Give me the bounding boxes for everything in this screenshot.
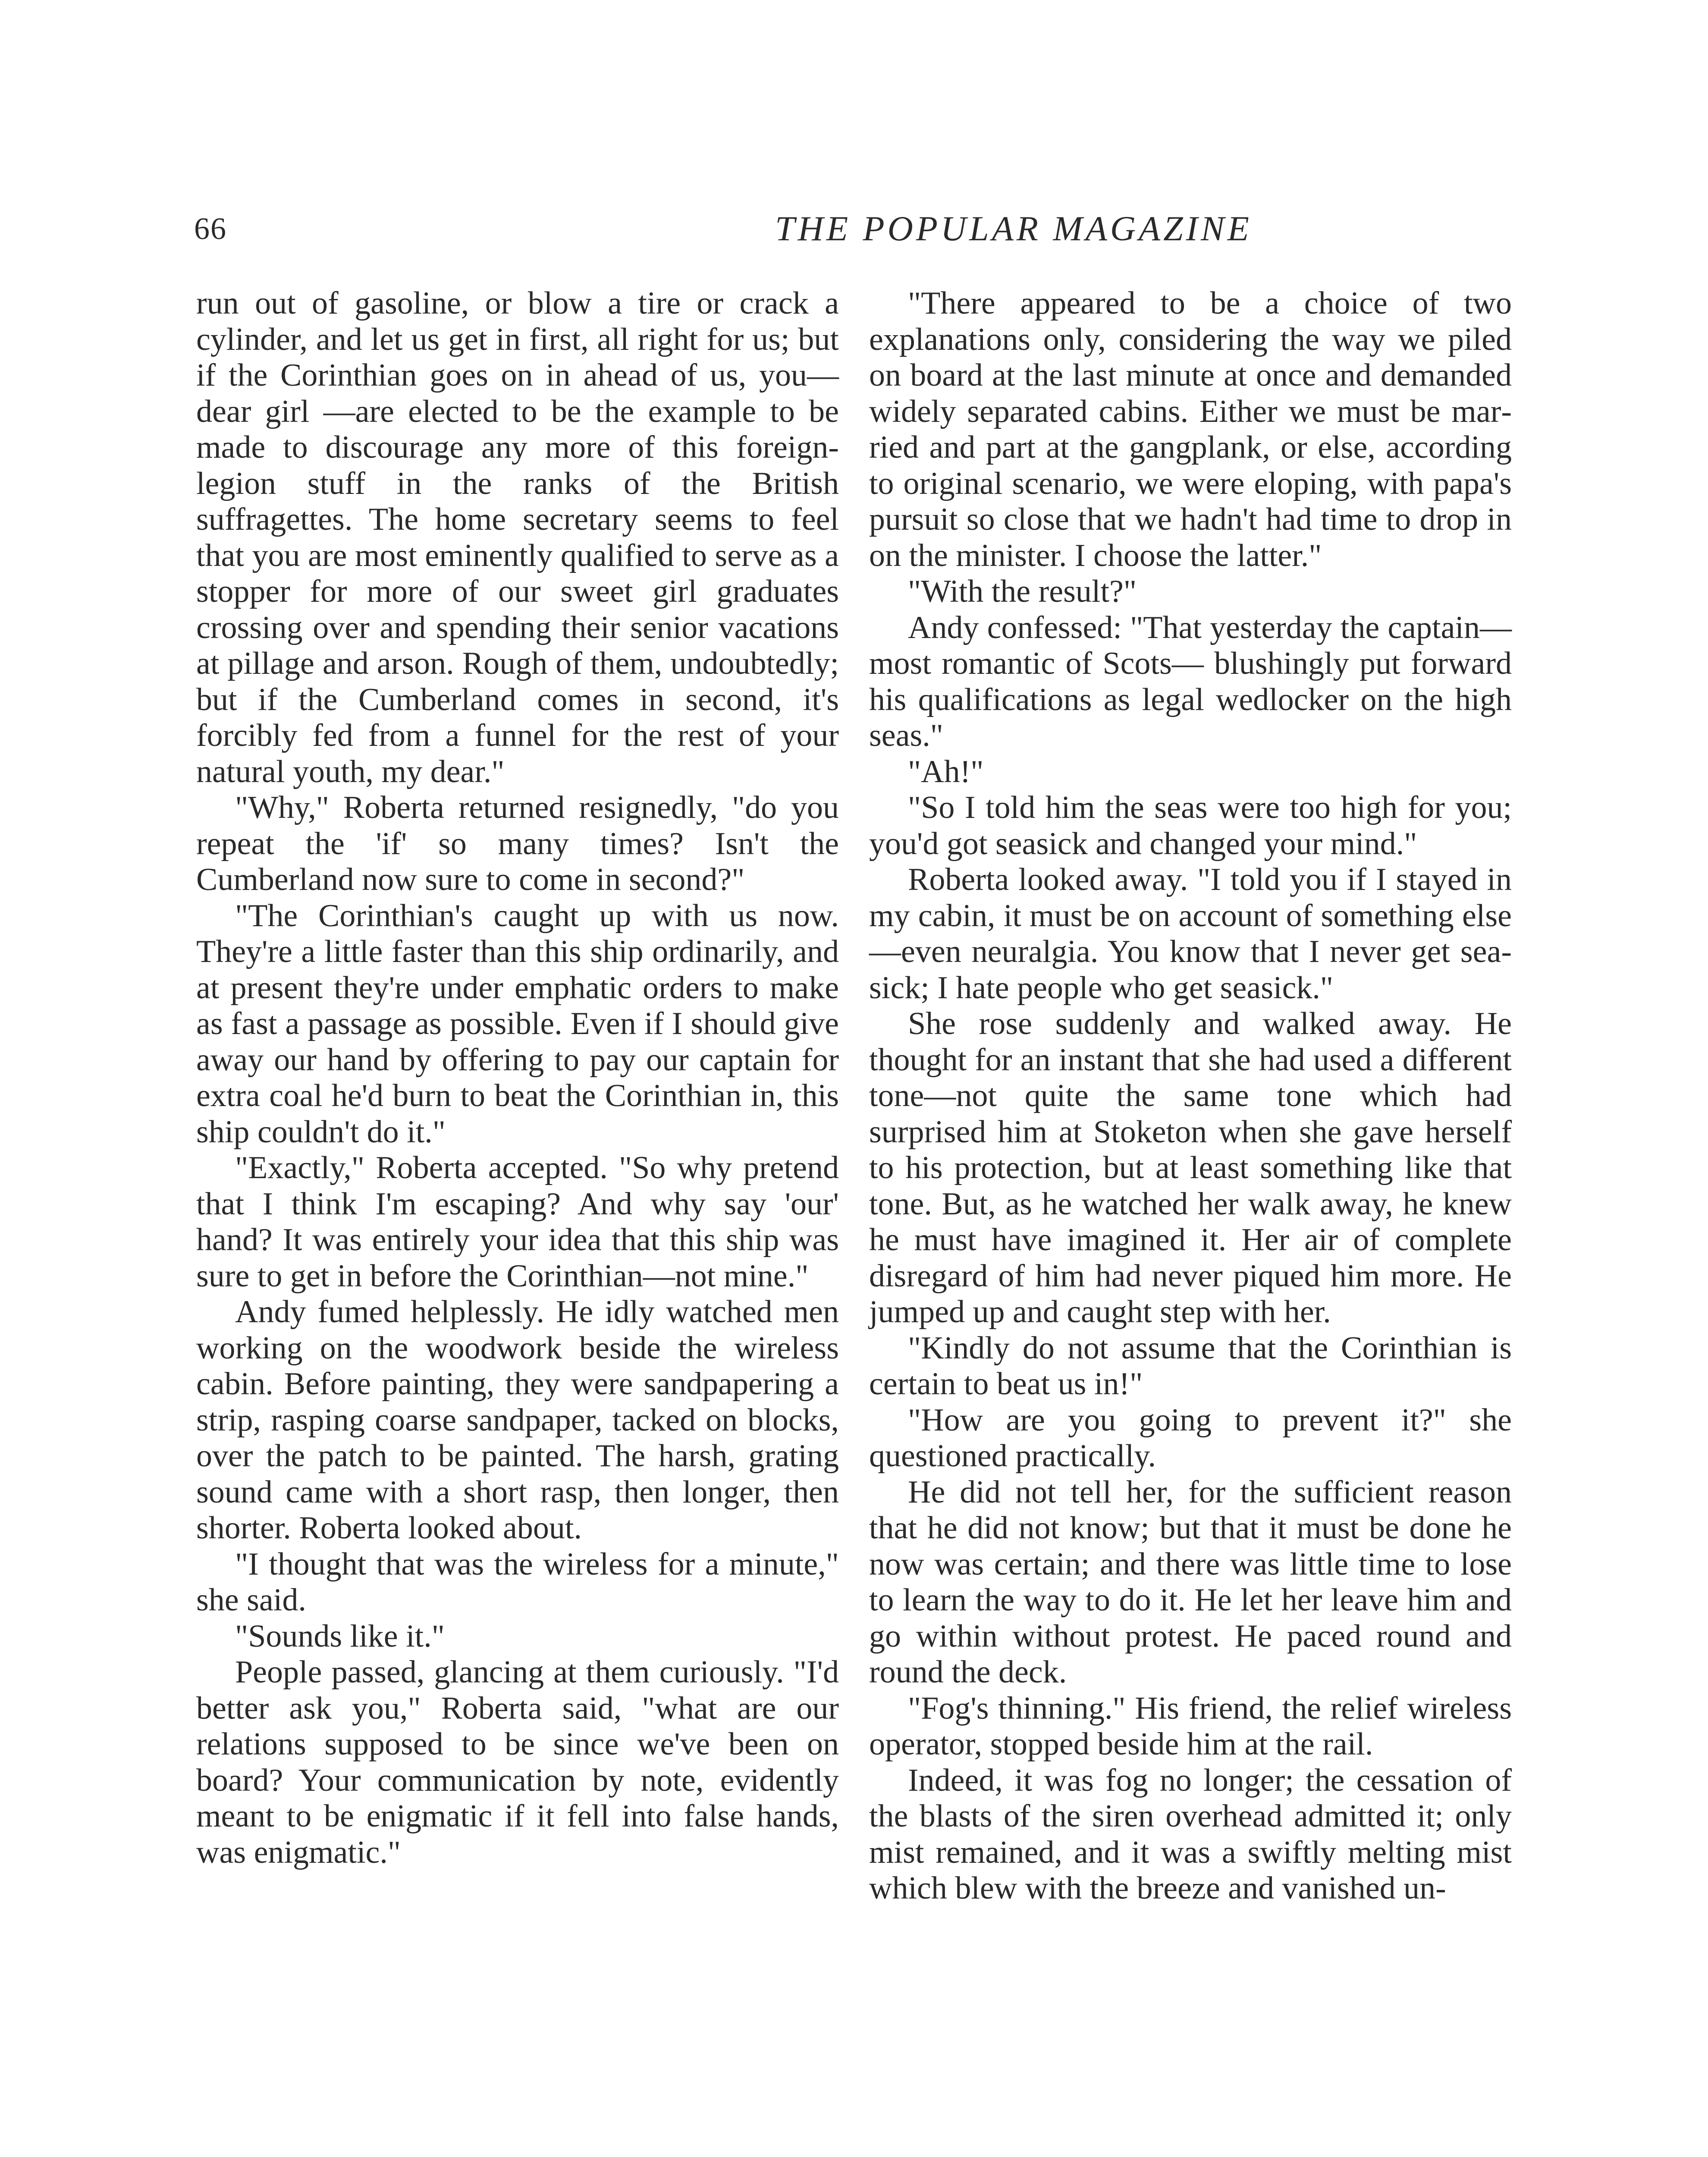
left-column <box>196 286 839 1871</box>
paragraph: Andy confessed: "That yesterday the captain—most romantic of Scots— blushingly put forward his qualifications as legal wedlocker on the high seas." <box>869 610 1512 753</box>
paragraph: Indeed, it was fog no longer; the cessation of the blasts of the siren overhead admitted it; only mist remained, and it was a swiftly melting mist which blew with the breeze and vanished un- <box>869 1762 1512 1906</box>
paragraph: People passed, glancing at them curiously. "I'd better ask you," Roberta said, "what are our relations supposed to be since we've been on board? Your communication by note, evidently meant to be enigmatic if it fell into false hands, was enigmatic." <box>196 1654 839 1870</box>
paragraph: "Ah!" <box>908 754 984 789</box>
page-header <box>194 203 1514 255</box>
paragraph: "So I told him the seas were too high for you; you'd got seasick and changed your mind." <box>869 790 1512 862</box>
paragraph: She rose suddenly and walked away. He thought for an instant that she had used a different tone—not quite the same tone which had surprised him at Stoketon when she gave herself to his protection, but at least something like that tone. But, as he watched her walk away, he knew he must have imagined it. Her air of complete disregard of him had never piqued him more. He jumped up and caught step with her. <box>869 1006 1512 1330</box>
paragraph: "Exactly," Roberta accepted. "So why pretend that I think I'm escaping? And why say 'our' hand? It was entirely your idea that this ship was sure to get in before the Corinthian—not mine." <box>196 1150 839 1294</box>
paragraph: "How are you going to prevent it?" she questioned practically. <box>869 1402 1512 1474</box>
paragraph: "Fog's thinning." His friend, the relief wireless operator, stopped beside him at the rail. <box>869 1690 1512 1762</box>
right-column <box>869 286 1512 1907</box>
paragraph: "The Corinthian's caught up with us now. They're a little faster than this ship ordinarily, and at present they're under emphatic orders to make as fast a passage as possible. Even if I should give away our hand by offering to pay our captain for extra coal he'd burn to beat the Corinthian in, this ship couldn't do it." <box>196 898 839 1150</box>
paragraph: "There appeared to be a choice of two explanations only, considering the way we piled on board at the last minute at once and demanded widely separated cabins. Either we must be married and part at the gangplank, or else, according to original scenario, we were eloping, with papa's pursuit so close that we hadn't had time to drop in on the minister. I choose the latter." <box>869 286 1512 573</box>
paragraph: Roberta looked away. "I told you if I stayed in my cabin, it must be on account of something else—even neuralgia. You know that I never get seasick; I hate people who get seasick." <box>869 862 1512 1006</box>
paragraph: "I thought that was the wireless for a minute," she said. <box>196 1546 839 1618</box>
paragraph: Andy fumed helplessly. He idly watched men working on the woodwork beside the wireless cabin. Before painting, they were sandpapering a strip, rasping coarse sandpaper, tacked on blocks, over the patch to be painted. The harsh, grating sound came with a short rasp, then longer, then shorter. Roberta looked about. <box>196 1294 839 1546</box>
page-number: 66 <box>194 211 227 246</box>
paragraph: "With the result?" <box>908 574 1137 609</box>
running-title: THE POPULAR MAGAZINE <box>775 209 1252 248</box>
paragraph: run out of gasoline, or blow a tire or crack a cylinder, and let us get in first, all right for us; but if the Corinthian goes on in ahead of us, you—dear girl —are elected to be the example to be made to discourage any more of this foreign-legion stuff in the ranks of the British suffragettes. The home secretary seems to feel that you are most eminently qualified to serve as a stopper for more of our sweet girl graduates crossing over and spending their senior vacations at pillage and arson. Rough of them, undoubtedly; but if the Cumberland comes in second, it's forcibly fed from a funnel for the rest of your natural youth, my dear." <box>196 286 839 789</box>
paragraph: "Kindly do not assume that the Corinthian is certain to beat us in!" <box>869 1330 1512 1402</box>
paragraph: He did not tell her, for the sufficient reason that he did not know; but that it must be done he now was certain; and there was little time to lose to learn the way to do it. He let her leave him and go within without protest. He paced round and round the deck. <box>869 1474 1512 1690</box>
paragraph: "Why," Roberta returned resignedly, "do you repeat the 'if' so many times? Isn't the Cumberland now sure to come in second?" <box>196 790 839 897</box>
paragraph: "Sounds like it." <box>235 1618 445 1654</box>
